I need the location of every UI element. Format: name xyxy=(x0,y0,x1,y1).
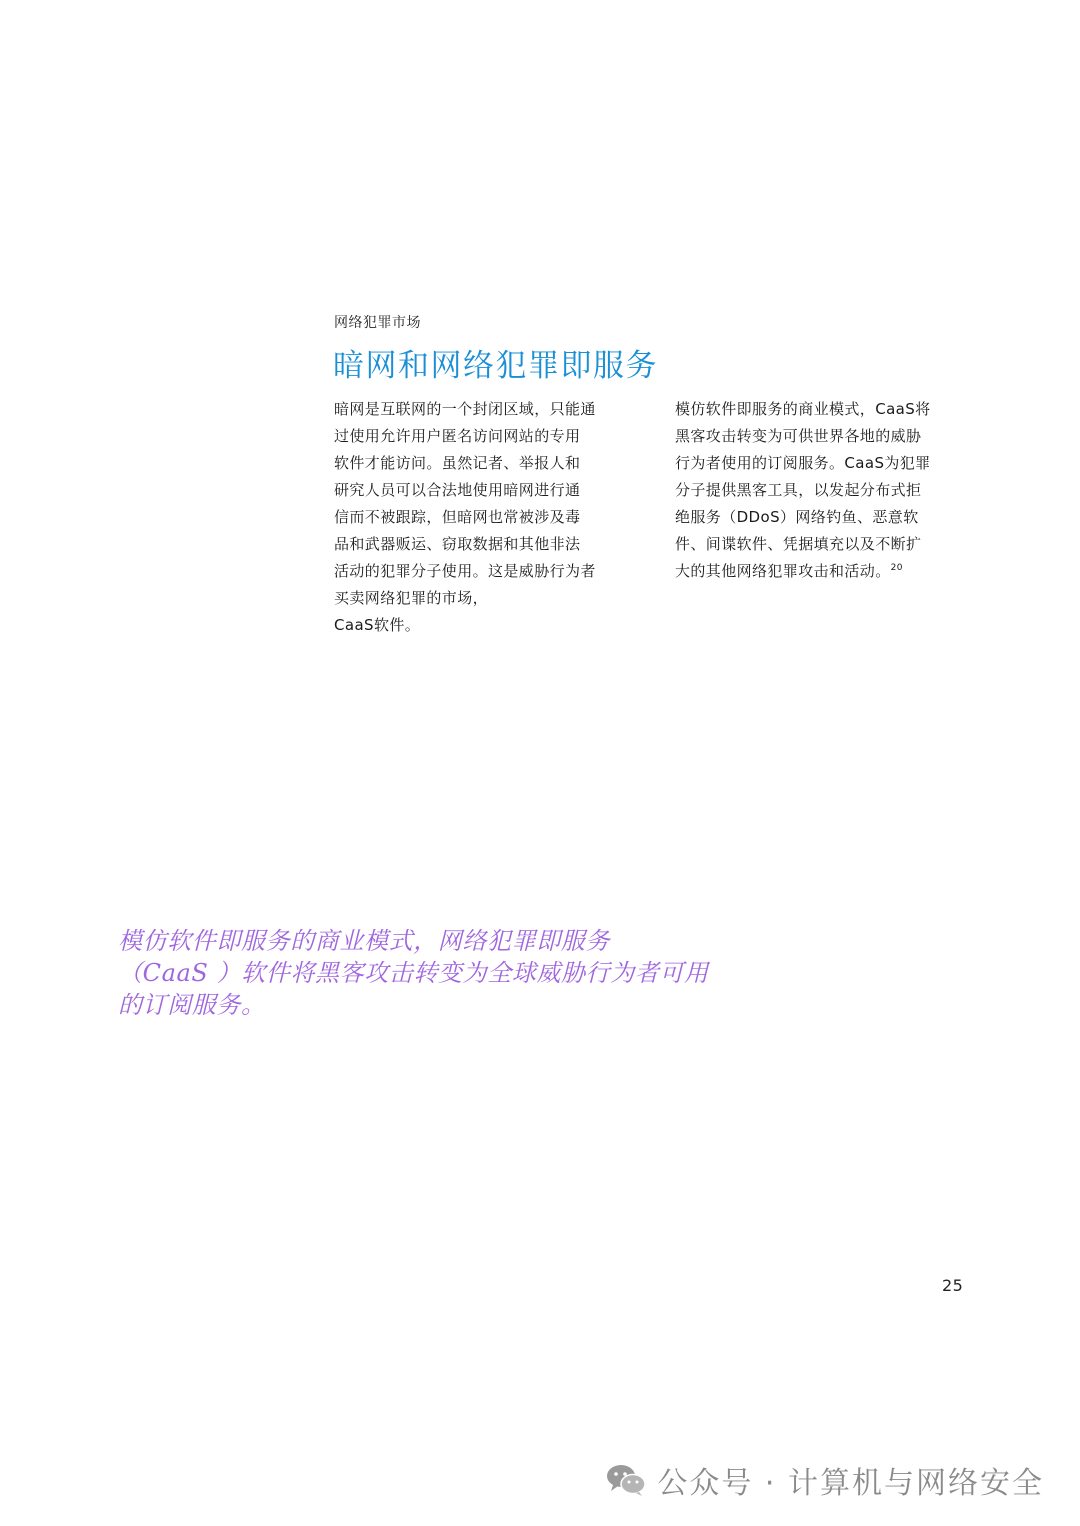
body-line: 信而不被跟踪，但暗网也常被涉及毒 xyxy=(334,508,581,526)
pull-quote xyxy=(118,925,709,1021)
page-title: 暗网和网络犯罪即服务 xyxy=(333,348,658,384)
left-column xyxy=(334,396,624,639)
body-line: 活动的犯罪分子使用。这是威胁行为者 xyxy=(334,562,596,580)
section-label: 网络犯罪市场 xyxy=(334,315,421,331)
body-line: CaaS软件。 xyxy=(334,616,421,634)
right-column xyxy=(675,396,965,585)
body-line: 暗网是互联网的一个封闭区域，只能通 xyxy=(334,400,596,418)
watermark-text: 公众号 · 计算机与网络安全 xyxy=(657,1466,1044,1501)
pull-quote-line: 的订阅服务。 xyxy=(118,991,266,1019)
body-line xyxy=(675,558,965,585)
body-line: 软件才能访问。虽然记者、举报人和 xyxy=(334,454,581,472)
body-line: 黑客攻击转变为可供世界各地的威胁 xyxy=(675,427,922,445)
body-line: 研究人员可以合法地使用暗网进行通 xyxy=(334,481,581,499)
body-line: 买卖网络犯罪的市场， xyxy=(334,589,489,607)
pull-quote-line: 模仿软件即服务的商业模式，网络犯罪即服务 xyxy=(118,927,610,955)
body-line: 品和武器贩运、窃取数据和其他非法 xyxy=(334,535,581,553)
pull-quote-line: （CaaS ）软件将黑客攻击转变为全球威胁行为者可用 xyxy=(118,959,709,987)
body-line: 件、间谍软件、凭据填充以及不断扩 xyxy=(675,535,922,553)
footnote-reference[interactable]: 20 xyxy=(890,563,903,573)
body-line: 过使用允许用户匿名访问网站的专用 xyxy=(334,427,581,445)
body-line-text: 大的其他网络犯罪攻击和活动。 xyxy=(675,562,891,580)
body-line: 行为者使用的订阅服务。CaaS为犯罪 xyxy=(675,454,931,472)
page-number: 25 xyxy=(942,1276,964,1295)
wechat-icon xyxy=(605,1462,647,1498)
body-line: 分子提供黑客工具，以发起分布式拒 xyxy=(675,481,922,499)
watermark xyxy=(605,1458,1044,1502)
body-line: 绝服务（DDoS）网络钓鱼、恶意软 xyxy=(675,508,919,526)
body-line: 模仿软件即服务的商业模式，CaaS将 xyxy=(675,400,931,418)
